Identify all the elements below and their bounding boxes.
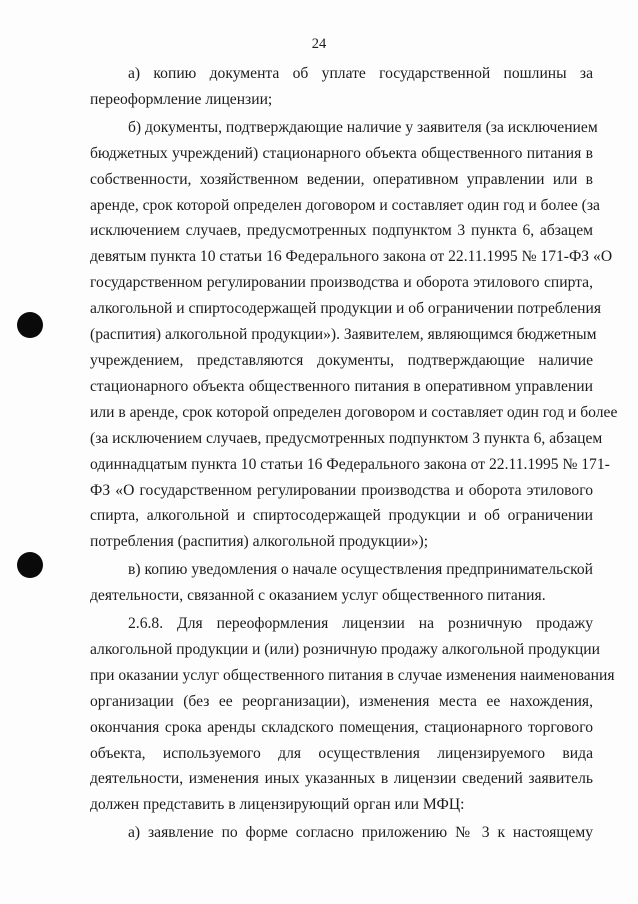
text-line: аренде, срок которой определен договором и составляет один год и более (за bbox=[90, 196, 600, 214]
text-line: окончания срока аренды складского помещения, стационарного торгового bbox=[90, 718, 593, 736]
text-line: в) копию уведомления о начале осуществления предпринимательской bbox=[128, 561, 593, 579]
text-line: 2.6.8. Для переоформления лицензии на розничную продажу bbox=[128, 615, 593, 633]
text-line: должен представить в лицензирующий орган или МФЦ: bbox=[90, 796, 465, 814]
punch-hole bbox=[17, 552, 43, 578]
text-line: потребления (распития) алкогольной продукции»); bbox=[90, 533, 429, 551]
text-line: переоформление лицензии; bbox=[90, 90, 273, 108]
paragraph-2-6-8 bbox=[90, 611, 615, 818]
document-body bbox=[90, 61, 618, 846]
text-line: а) заявление по форме согласно приложению № 3 к настоящему bbox=[128, 824, 593, 842]
text-line: исключением случаев, предусмотренных подпунктом 3 пункта 6, абзацем bbox=[90, 222, 593, 240]
text-line: а) копию документа об уплате государственной пошлины за bbox=[128, 65, 593, 82]
text-line: (за исключением случаев, предусмотренных подпунктом 3 пункта 6, абзацем bbox=[90, 429, 603, 447]
paragraph-v bbox=[90, 557, 593, 609]
page-number: 24 bbox=[311, 36, 327, 52]
text-line: при оказании услуг общественного питания в случае изменения наименования bbox=[90, 666, 615, 684]
text-line: объекта, используемого для осуществления лицензируемого вида bbox=[90, 744, 593, 762]
text-line: алкогольной продукции и (или) розничную продажу алкогольной продукции bbox=[90, 640, 600, 658]
text-line: алкогольной и спиртосодержащей продукции и об ограничении потребления bbox=[90, 300, 601, 318]
text-line: спирта, алкогольной и спиртосодержащей продукции и об ограничении bbox=[90, 507, 593, 525]
text-line: собственности, хозяйственном ведении, оперативном управлении или в bbox=[90, 170, 593, 188]
text-line: девятым пункта 10 статьи 16 Федерального закона от 22.11.1995 № 171-ФЗ «О bbox=[90, 248, 613, 266]
paragraph-a bbox=[90, 61, 593, 113]
punch-hole bbox=[17, 312, 43, 338]
text-line: деятельности, связанной с оказанием услуг общественного питания. bbox=[90, 587, 546, 605]
text-line: или в аренде, срок которой определен договором и составляет один год и более bbox=[90, 403, 618, 421]
text-line: одиннадцатым пункта 10 статьи 16 Федерального закона от 22.11.1995 № 171- bbox=[90, 455, 610, 473]
text-line: стационарного объекта общественного питания в оперативном управлении bbox=[90, 377, 593, 395]
text-line: организации (без ее реорганизации), изменения места ее нахождения, bbox=[90, 692, 593, 710]
text-line: бюджетных учреждений) стационарного объекта общественного питания в bbox=[90, 144, 593, 162]
text-line: деятельности, изменения иных указанных в лицензии сведений заявитель bbox=[90, 770, 593, 788]
text-line: б) документы, подтверждающие наличие у заявителя (за исключением bbox=[128, 118, 598, 136]
paragraph-a-statement bbox=[90, 820, 593, 846]
text-line: учреждением, представляются документы, подтверждающие наличие bbox=[90, 351, 593, 369]
text-line: ФЗ «О государственном регулировании производства и оборота этилового bbox=[90, 481, 593, 499]
text-line: государственном регулировании производства и оборота этилового спирта, bbox=[90, 274, 593, 292]
text-line: (распития) алкогольной продукции»). Заявителем, являющимся бюджетным bbox=[90, 326, 597, 344]
paragraph-b bbox=[90, 115, 618, 555]
